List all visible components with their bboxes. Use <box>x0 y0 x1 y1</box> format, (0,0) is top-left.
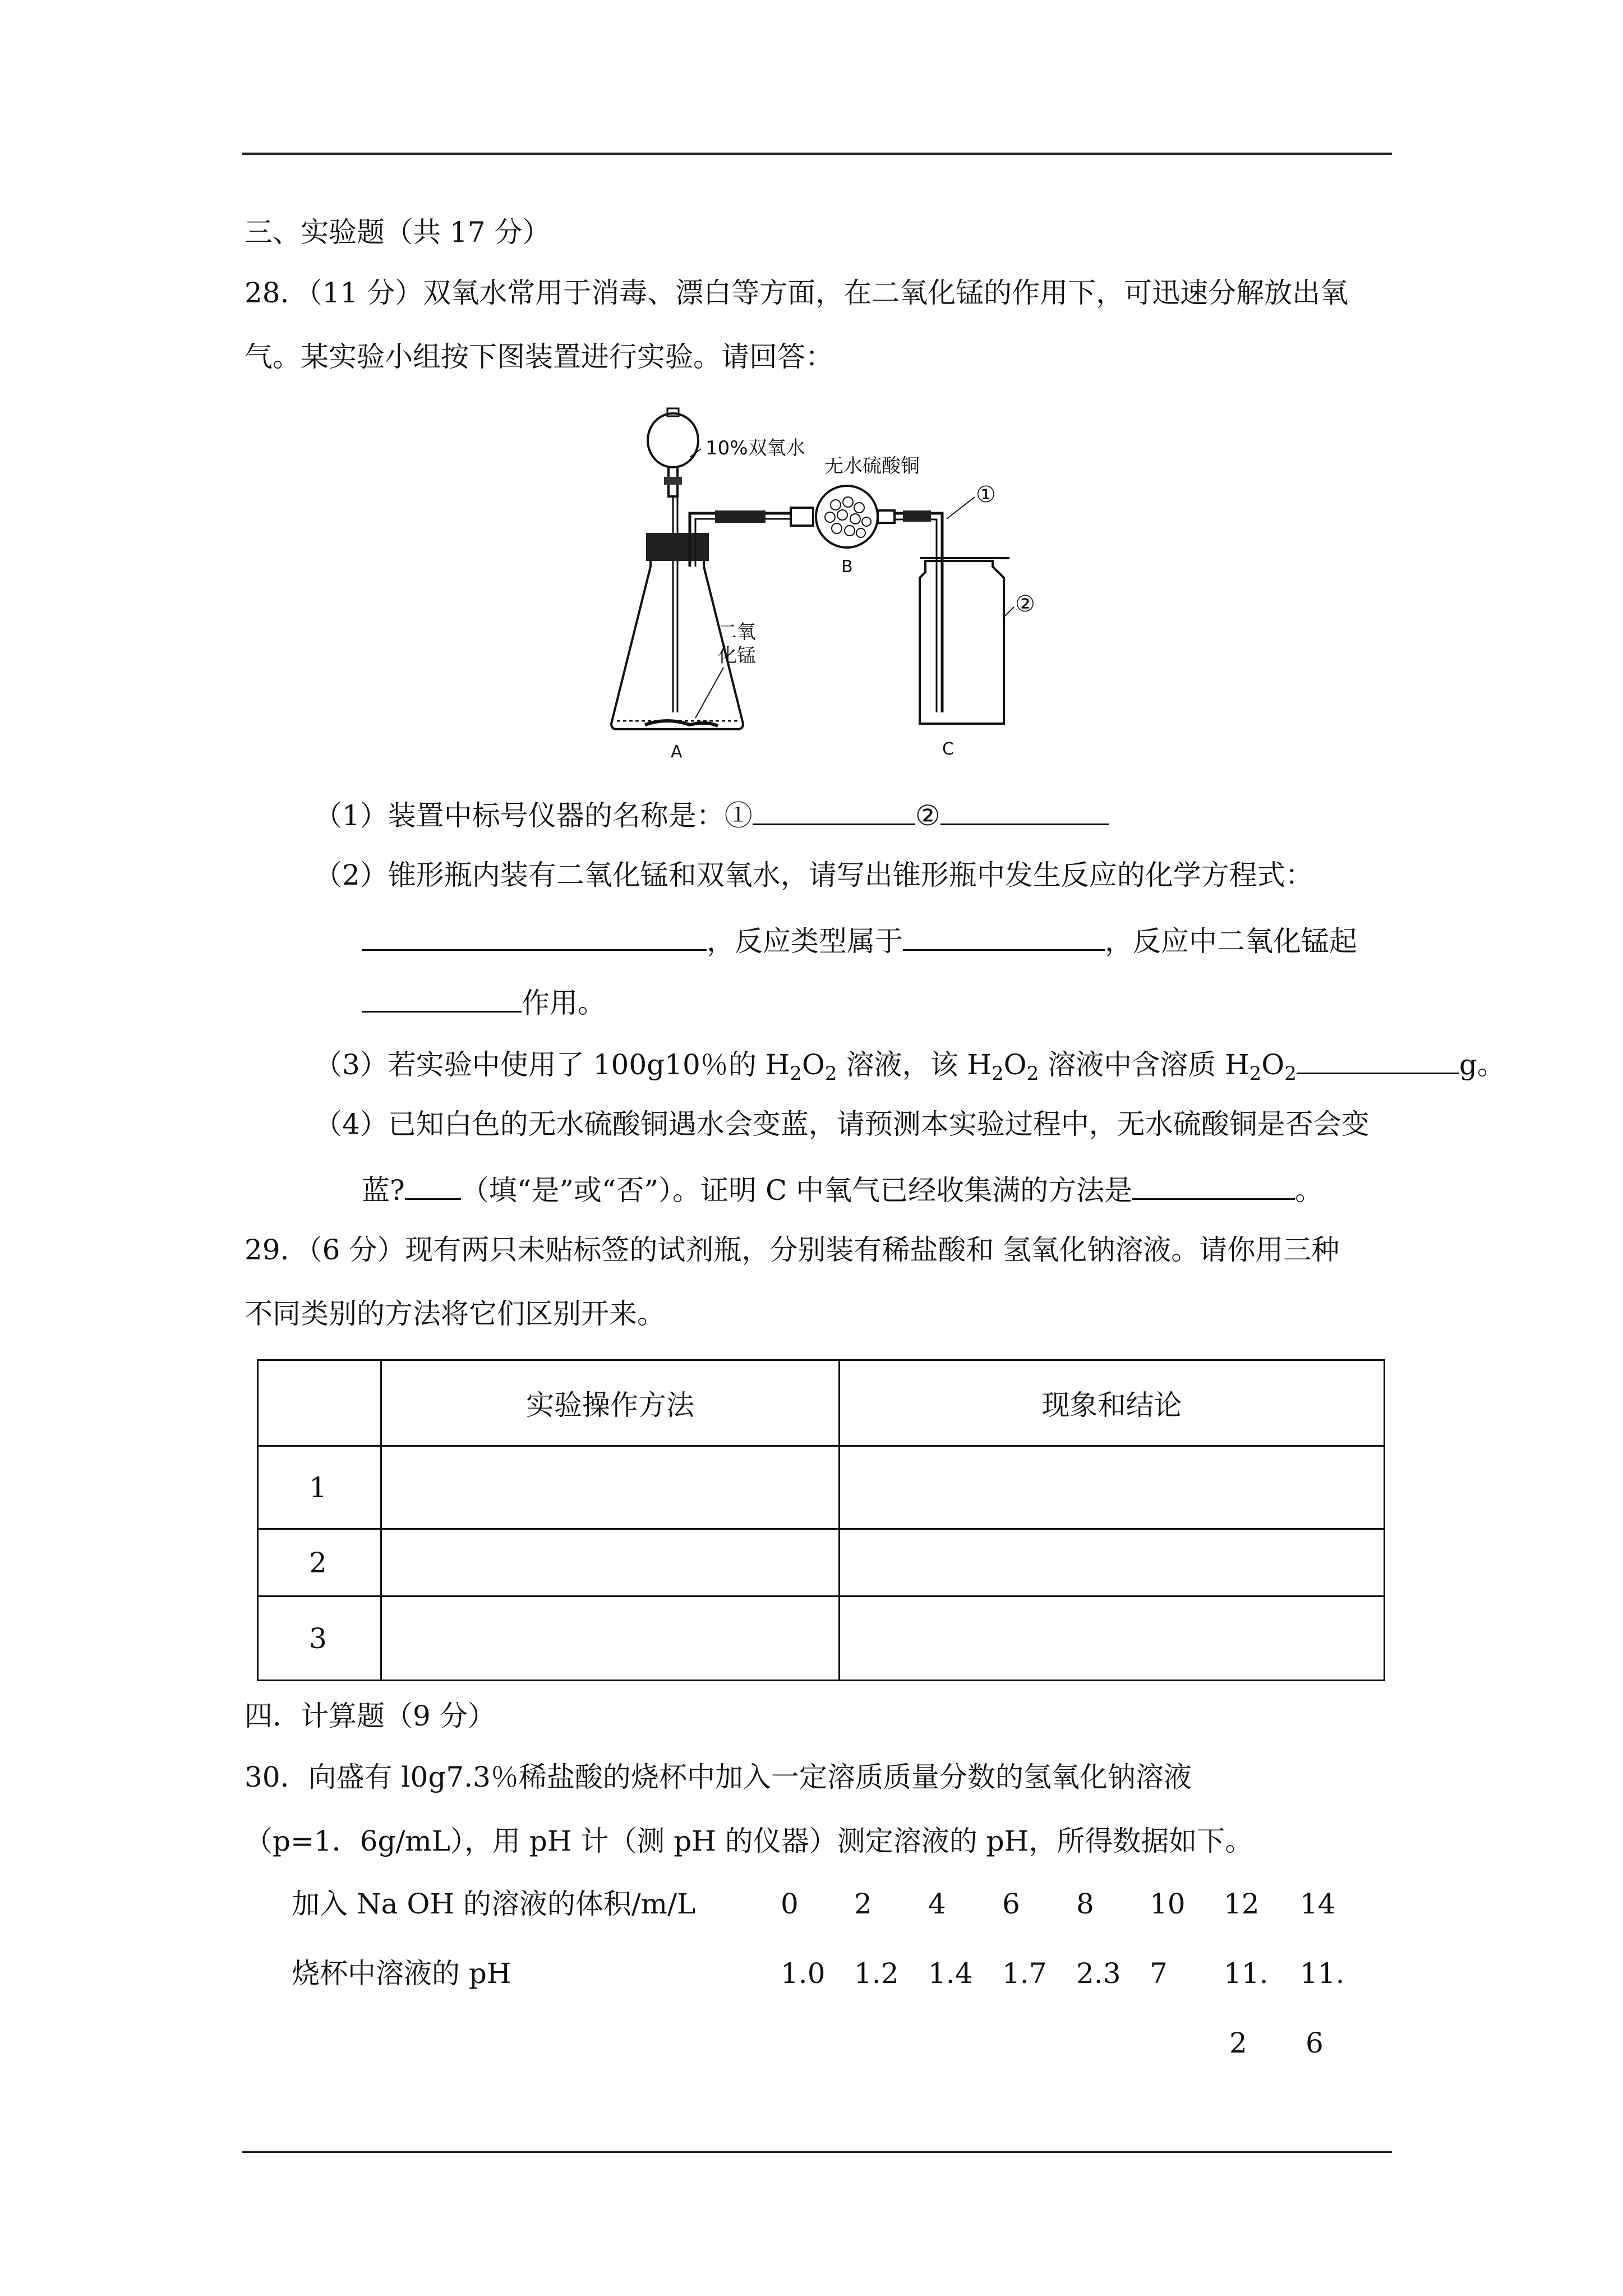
q28-part2-line1: （2）锥形瓶内装有二氧化锰和双氧水，请写出锥形瓶中发生反应的化学方程式： <box>314 859 1313 891</box>
row-number: 3 <box>258 1596 381 1681</box>
ph-row-label: 烧杯中溶液的 pH <box>292 1957 511 1990</box>
section3-heading: 三、实验题（共 17 分） <box>245 216 551 249</box>
ph-value: 1.0 <box>781 1957 826 1990</box>
top-rule <box>242 153 1392 155</box>
ph-value-wrap: 2 <box>1229 2027 1247 2059</box>
volume-row-label: 加入 Na OH 的溶液的体积/m/L <box>292 1888 696 1920</box>
answer-blank-2[interactable] <box>940 795 1109 825</box>
ph-value: 7 <box>1150 1957 1168 1990</box>
table-header-result: 现象和结论 <box>840 1360 1385 1446</box>
cuso4-granules <box>825 497 871 537</box>
label-mno2-a: 二氧 <box>718 621 756 643</box>
delivery-tube-2 <box>895 513 942 712</box>
solute-mass-blank[interactable] <box>1297 1045 1459 1074</box>
method-cell[interactable] <box>381 1446 840 1529</box>
gas-jar <box>920 561 1004 724</box>
row-number: 2 <box>258 1529 381 1596</box>
equation-blank[interactable] <box>362 921 707 951</box>
method-cell[interactable] <box>381 1596 840 1681</box>
result-cell[interactable] <box>840 1596 1385 1681</box>
q30-line2: （p=1．6g/mL），用 pH 计（测 pH 的仪器）测定溶液的 pH，所得数据如下。 <box>245 1825 1253 1857</box>
q28-part3: （3）若实验中使用了 100g10％的 $H_2O_2$ 溶液，该 $H_2O_2$ 溶液中含溶质 $H_2O_2$ g。 <box>314 1045 1505 1083</box>
q29-line1: 29．（6 分）现有两只未贴标签的试剂瓶，分别装有稀盐酸和 氢氧化钠溶液。请你用三种 <box>245 1234 1340 1266</box>
q28-line1: 28．（11 分）双氧水常用于消毒、漂白等方面，在二氧化锰的作用下，可迅速分解放出氧 <box>245 277 1349 309</box>
q28-part4-line2: 蓝? （填“是”或“否”）。证明 C 中氧气已经收集满的方法是 。 <box>362 1170 1323 1208</box>
funnel-valve <box>664 477 682 485</box>
q28-part2-line2: ，反应类型属于 ，反应中二氧化锰起 <box>362 921 1357 959</box>
volume-value: 0 <box>781 1888 799 1920</box>
table-header-row <box>258 1360 1385 1446</box>
yes-no-blank[interactable] <box>405 1170 461 1200</box>
volume-value: 4 <box>928 1888 946 1920</box>
reaction-type-blank[interactable] <box>903 921 1105 951</box>
ph-value: 2.3 <box>1076 1957 1121 1990</box>
label-1: ① <box>976 482 996 508</box>
volume-value: 6 <box>1002 1888 1020 1920</box>
result-cell[interactable] <box>840 1529 1385 1596</box>
label-C: C <box>942 739 954 759</box>
mno2-solid <box>645 721 718 726</box>
label-mno2-b: 化锰 <box>718 645 756 667</box>
apparatus-diagram <box>606 398 1110 763</box>
mno2-role-blank[interactable] <box>362 983 522 1013</box>
volume-value: 8 <box>1076 1888 1094 1920</box>
label-B: B <box>841 557 853 577</box>
ph-value: 11. <box>1224 1957 1269 1990</box>
table-header-method: 实验操作方法 <box>381 1360 840 1446</box>
q28-line2: 气。某实验小组按下图装置进行实验。请回答： <box>245 341 833 373</box>
bottom-rule <box>242 2151 1392 2153</box>
table-header-index <box>258 1360 381 1446</box>
table-row <box>258 1446 1385 1529</box>
ph-value: 1.4 <box>928 1957 973 1990</box>
volume-value: 14 <box>1300 1888 1336 1920</box>
q30-line1: 30．向盛有 l0g7.3％稀盐酸的烧杯中加入一定溶质质量分数的氢氧化钠溶液 <box>245 1761 1192 1793</box>
ph-value: 1.2 <box>854 1957 899 1990</box>
table-row <box>258 1529 1385 1596</box>
flask-stopper <box>646 533 709 561</box>
label-2: ② <box>1015 591 1035 617</box>
answer-blank-1[interactable] <box>753 795 915 825</box>
funnel-bulb <box>648 413 698 467</box>
ph-value: 1.7 <box>1002 1957 1047 1990</box>
label-h2o2: 10%双氧水 <box>706 437 805 459</box>
ph-value-wrap: 6 <box>1306 2027 1324 2059</box>
table-row <box>258 1596 1385 1681</box>
label-cuso4: 无水硫酸铜 <box>824 455 920 477</box>
label-A: A <box>671 742 683 762</box>
ph-value: 11. <box>1300 1957 1345 1990</box>
q28-part1: （1）装置中标号仪器的名称是：① ② <box>314 795 1109 834</box>
method-cell[interactable] <box>381 1529 840 1596</box>
q28-part2-line3: 作用。 <box>362 983 606 1021</box>
section4-heading: 四．计算题（9 分） <box>245 1700 496 1732</box>
q28-part4-line1: （4）已知白色的无水硫酸铜遇水会变蓝，请预测本实验过程中，无水硫酸铜是否会变 <box>314 1108 1370 1140</box>
method-blank[interactable] <box>1132 1170 1295 1200</box>
volume-value: 2 <box>854 1888 872 1920</box>
result-cell[interactable] <box>840 1446 1385 1529</box>
volume-value: 12 <box>1224 1888 1260 1920</box>
experiment-table <box>257 1359 1385 1681</box>
row-number: 1 <box>258 1446 381 1529</box>
q29-line2: 不同类别的方法将它们区别开来。 <box>245 1297 665 1330</box>
volume-value: 10 <box>1150 1888 1186 1920</box>
